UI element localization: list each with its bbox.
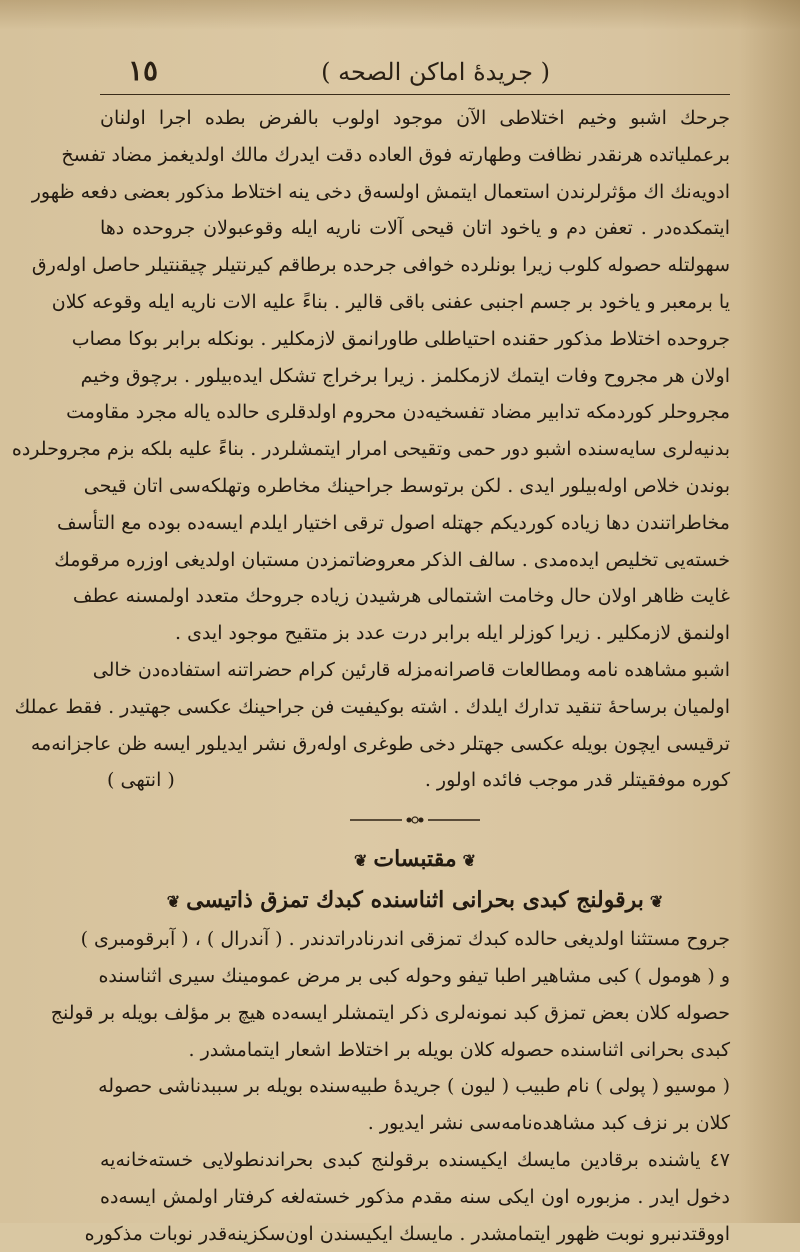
text-line: اشبو مشاهده نامه ومطالعات قاصرانه‌مزله قارئین کرام حضراتنه استفاده‌دن خالی xyxy=(92,658,730,681)
flourish-icon: ❦ xyxy=(649,892,664,912)
header-rule xyxy=(100,94,730,95)
text-line: کبدی بحرانی اثناسنده حصوله کلان بویله بر اختلاط اشعار ایتمامشدر . xyxy=(188,1038,730,1061)
text-line: اولنمق لازمکلیر . زیرا کوزلر ایله برابر درت عدد بز متقیح موجود ایدی . xyxy=(175,622,730,645)
text-line: ( موسیو ( پولی ) نام طبیب ( لیون ) جریدۀ طبیه‌سنده بویله بر سببدناشی حصوله xyxy=(98,1075,730,1098)
ornament-icon xyxy=(350,815,480,825)
flourish-icon: ❦ xyxy=(462,851,477,871)
text-line: ایتمکده‌در . تعفن دم و یاخود اتان قیحی آلات ناریه ایله وقوعبولان جروحده دها xyxy=(100,217,730,240)
article-continuation xyxy=(11,100,730,799)
section-title: مقتبسات xyxy=(373,846,457,873)
text-line: جروح مستثنا اولدیغی حالده کبدك تمزقی اندرنادراتدندر . ( آندرال ) ، ( آبرقومبری ) xyxy=(80,928,730,951)
article-subheading xyxy=(100,879,730,921)
text-line: و ( هومول ) کبی مشاهیر اطبا تیفو وحوله کبی بر مرض عمومینك سیری اثناسنده xyxy=(98,964,730,987)
article-title: برقولنج کبدی بحرانی اثناسنده کبدك تمزق ذاتیسی xyxy=(186,887,644,914)
flourish-icon: ❦ xyxy=(353,851,368,871)
text-line: اولان هر مجروح وفات ایتمك لازمکلمز . زیرا برخراج تشکل ایده‌بیلور . برچوق وخیم xyxy=(80,364,730,387)
paper-edge-right xyxy=(740,0,800,1223)
text-line: کوره موفقیتلر قدر موجب فائده اولور . xyxy=(424,769,730,792)
text-line: جرحك اشبو وخیم اختلاطی الآن موجود اولوب بالفرض بطده اجرا اولنان xyxy=(100,107,730,129)
flourish-icon: ❦ xyxy=(166,892,181,912)
signoff: ( انتهی ) xyxy=(107,769,175,792)
text-line: اولمیان برساحۀ تنقید تدارك ایلدك . اشته بوکیفیت فن جراحینك عکسی جهتیدر . فقط عملك xyxy=(14,695,730,718)
text-line: ترقیسی ایچون بویله عکسی جهتلر دخی طوغری اوله‌رق نشر ایدیلور ایسه ظن عاجزانه‌مه xyxy=(30,732,730,755)
page-body xyxy=(11,100,730,1245)
running-title: ( جریدۀ اماکن الصحه ) xyxy=(321,58,550,86)
text-line: کلان بر نزف کبد مشاهده‌نامه‌سی نشر ایدیور . xyxy=(367,1112,730,1135)
text-line: بوندن خلاص اوله‌بیلور ایدی . لکن برتوسط جراحینك مخاطره وتهلکه‌سی اتان قیحی xyxy=(83,474,730,497)
text-line: اووقتدنبرو نوبت ظهور ایتمامشدر . مایسك ایکیسندن اون‌سکزینه‌قدر نوبات مذکوره xyxy=(84,1222,730,1245)
excerpt-body xyxy=(50,921,730,1252)
text-line: حصوله کلان بعض تمزق کبد نمونه‌لری ذکر ایتمشلر ایسه‌ده هیچ بر مؤلف بویله بر قولنج xyxy=(50,1001,730,1024)
text-line: غایت ظاهر اولان حال وخامت اشتمالی هرشیدن زیاده جروحك متعدد اولمسنه عطف xyxy=(72,585,730,608)
text-line: خسته‌یی تخلیص ایده‌مدی . سالف الذکر معروضاتمزدن مستبان اولدیغی اوزره مرقومك xyxy=(54,548,730,571)
page-number: ١٥ xyxy=(128,54,159,87)
text-line: جروحده اختلاط مذکور حقنده احتیاطلی طاورانمق لازمکلیر . بونکله برابر بوکا مصاب xyxy=(71,327,730,350)
text-line: برعملیاتده هرنقدر نظافت وطهارته فوق العاده دقت ایدرك مالك اولدیغمز مضاد تفسخ xyxy=(61,143,730,166)
text-line: ادویه‌نك اك مؤثرلرندن استعمال ایتمش اولسه‌ق دخی ینه اختلاط مذکور بعضی دفعه ظهور xyxy=(31,180,730,203)
text-line-with-signoff xyxy=(100,762,730,799)
text-line: یا برمعبر و یاخود بر جسم اجنبی عفنی باقی قالیر . بناءً علیه الات ناریه ایله وقوعه کلان xyxy=(51,290,730,313)
text-line: ٤٧ یاشنده برقادین مایسك ایکیسنده برقولنج کبدی بحراندنطولایی خسته‌خانه‌یه xyxy=(100,1148,730,1171)
page-header xyxy=(120,48,720,104)
text-line: مخاطراتندن دها زیاده کوردیکم جهتله اصول ترقی اختیار ایلدم ایسه‌ده بوده مع التأسف xyxy=(57,511,730,534)
text-line: سهولتله حصوله کلوب زیرا بونلرده خوافی جرحده برطاقم کیرنتیلر چیقنتیلر حاصل اوله‌رق xyxy=(31,254,730,277)
text-line: مجروحلر کوردمکه تدابیر مضاد تفسخیه‌دن محروم اولدقلری حالده یاله مجرد مقاومت xyxy=(66,401,730,424)
section-heading xyxy=(100,839,730,879)
text-line: دخول ایدر . مزبوره اون ایکی سنه مقدم مذکور خسته‌لغه کرفتار اولمش ایسه‌ده xyxy=(100,1185,730,1208)
paper-stain-top xyxy=(0,0,800,30)
ornamental-divider xyxy=(100,799,730,839)
text-line: بدنیه‌لری سایه‌سنده اشبو دور حمی وتقیحی امرار ایتمشلردر . بناءً علیه بلکه بزم مجروحلرده xyxy=(11,438,730,461)
